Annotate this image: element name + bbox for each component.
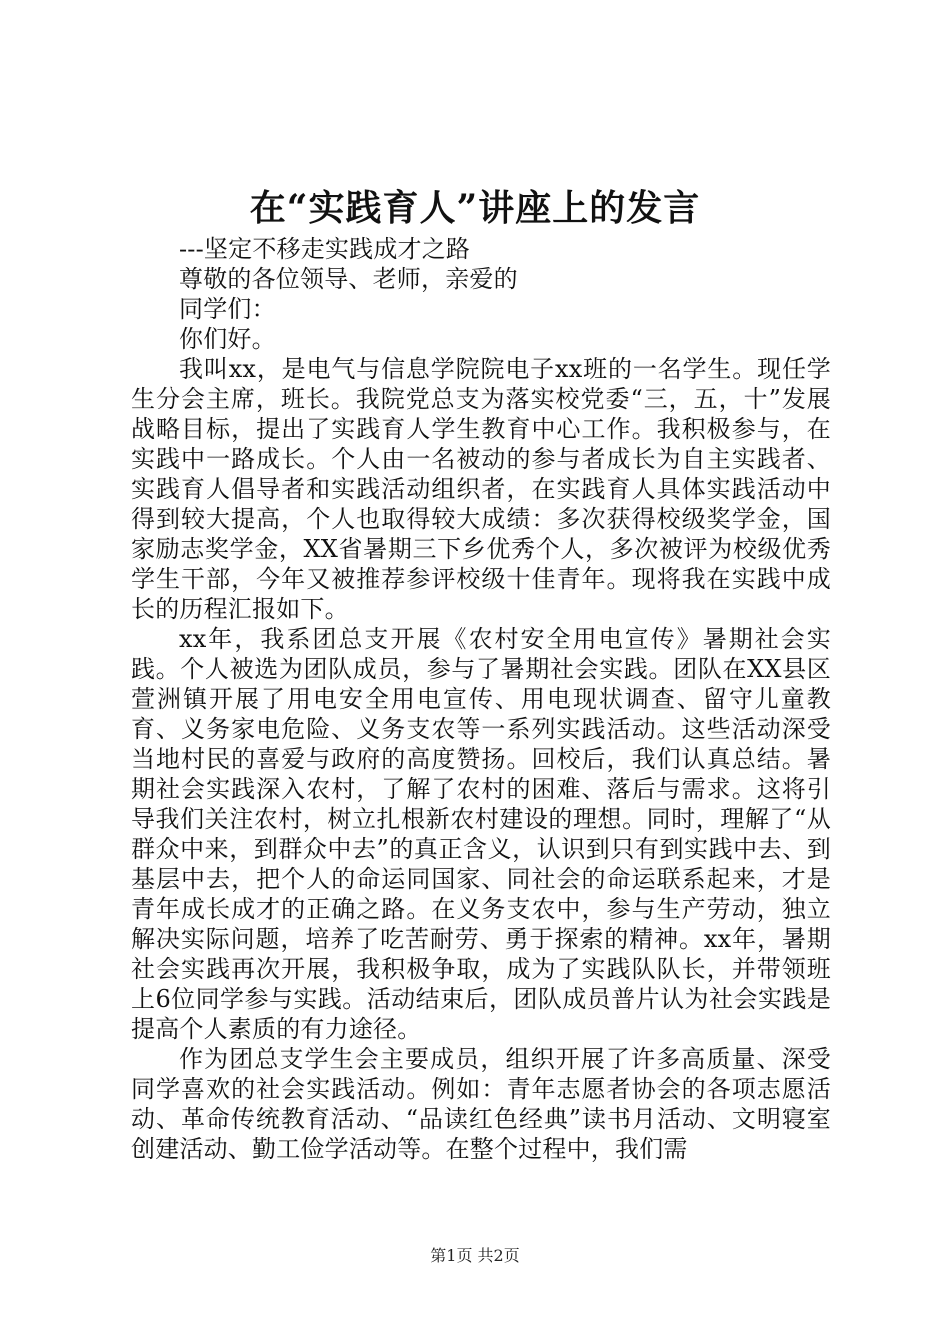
- subtitle: ---坚定不移走实践成才之路: [179, 235, 471, 263]
- greeting-line-2: 同学们：: [179, 295, 276, 323]
- document-title: 在“实践育人”讲座上的发言: [249, 187, 701, 229]
- salutation: 你们好。: [179, 325, 276, 353]
- greeting-line-1: 尊敬的各位领导、老师，亲爱的: [179, 265, 518, 293]
- paragraph-2: xx年，我系团总支开展《农村安全用电宣传》暑期社会实践。个人被选为团队成员，参与了暑期社会实践。团队在XX县区萱洲镇开展了用电安全用电宣传、用电现状调查、留守儿童教育、义务家电危险、义务支农等一系列实践活动。这些活动深受当地村民的喜爱与政府的高度赞扬。回校后，我们认真总结。暑期社会实践深入农村，了解了农村的困难、落后与需求。这将引导我们关注农村，树立扎根新农村建设的理想。同时，理解了“从群众中来，到群众中去”的真正含义，认识到只有到实践中去、到基层中去，把个人的命运同国家、同社会的命运联系起来，才是青年成长成才的正确之路。在义务支农中，参与生产劳动，独立解决实际问题，培养了吃苦耐劳、勇于探索的精神。xx年，暑期社会实践再次开展，我积极争取，成为了实践队队长，并带领班上6位同学参与实践。活动结束后，团队成员普片认为社会实践是提高个人素质的有力途径。: [131, 625, 831, 1043]
- paragraph-3: 作为团总支学生会主要成员，组织开展了许多高质量、深受同学喜欢的社会实践活动。例如：青年志愿者协会的各项志愿活动、革命传统教育活动、“品读红色经典”读书月活动、文明寝室创建活动、勤工俭学活动等。在整个过程中，我们需: [131, 1045, 831, 1163]
- page-footer: 第1页 共2页: [430, 1246, 520, 1265]
- paragraph-1: 我叫xx，是电气与信息学院院电子xx班的一名学生。现任学生分会主席，班长。我院党总支为落实校党委“三，五，十”发展战略目标，提出了实践育人学生教育中心工作。我积极参与，在实践中一路成长。个人由一名被动的参与者成长为自主实践者、实践育人倡导者和实践活动组织者，在实践育人具体实践活动中得到较大提高，个人也取得较大成绩：多次获得校级奖学金，国家励志奖学金，XX省暑期三下乡优秀个人，多次被评为校级优秀学生干部，今年又被推荐参评校级十佳青年。现将我在实践中成长的历程汇报如下。: [131, 355, 831, 623]
- document-body: [131, 234, 831, 1164]
